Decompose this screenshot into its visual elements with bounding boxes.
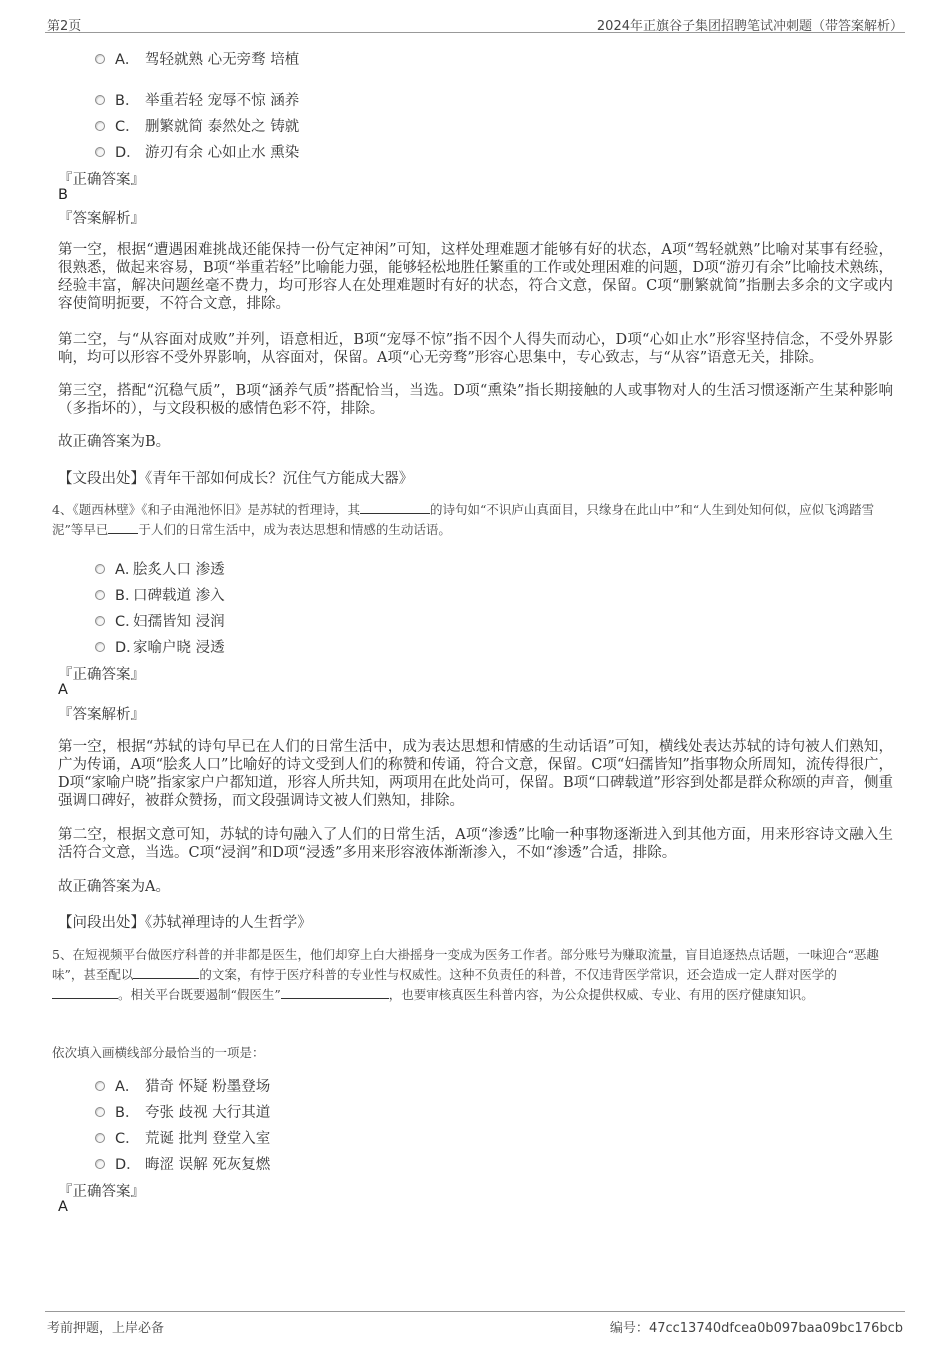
q3-answer: B: [58, 187, 68, 203]
option-letter: D．: [115, 145, 141, 161]
q4-answer: A: [58, 682, 68, 698]
correct-answer-label: 『正确答案』: [58, 667, 145, 683]
blank-line: [360, 500, 430, 514]
correct-answer-label: 『正确答案』: [58, 1184, 145, 1200]
footer-slogan: 考前押题，上岸必备: [47, 1321, 165, 1336]
option-text: 口碑载道 渗入: [133, 588, 225, 604]
radio-icon[interactable]: [95, 95, 105, 105]
option-text: 夸张 歧视 大行其道: [145, 1105, 271, 1121]
option-text: 家喻户晓 浸透: [133, 640, 225, 656]
blank-line: [281, 985, 389, 999]
document-title: 2024年正旗谷子集团招聘笔试冲刺题（带答案解析）: [596, 19, 903, 34]
q3-source: 【文段出处】《青年干部如何成长？沉住气方能成大器》: [58, 471, 414, 487]
option-letter: D．: [115, 1157, 141, 1173]
radio-icon[interactable]: [95, 564, 105, 574]
question-text-part: 。相关平台既要遏制“假医生”: [118, 987, 281, 1002]
page-number: 第2页: [47, 19, 82, 34]
question-text-part: 《题西林壁》《和子由渑池怀旧》是苏轼的哲理诗，其: [72, 502, 360, 517]
q5-question-text: [52, 945, 894, 1005]
option-letter: B．: [115, 588, 140, 604]
option-text: 猎奇 怀疑 粉墨登场: [145, 1079, 271, 1095]
radio-icon[interactable]: [95, 1159, 105, 1169]
q3-analysis-paragraph-1: 第一空，根据“遭遇困难挑战还能保持一份气定神闲”可知，这样处理难题才能够有好的状态，A项“驾轻就熟”比喻对某事有经验，很熟悉，做起来容易，B项“举重若轻”比喻能力强，能够轻松地胜任繁重的工作或处理困难的问题，D项“游刃有余”比喻技术熟练，经验丰富，解决问题丝毫不费力，均可形容人在处理难题时有好的状态，符合文意，保留。C项“删繁就简”指删去多余的文字或内容使简明扼要，不符合文意，排除。: [58, 242, 893, 312]
q3-analysis-conclusion: 故正确答案为B。: [58, 434, 171, 450]
q5-answer: A: [58, 1199, 68, 1215]
option-text: 举重若轻 宠辱不惊 涵养: [145, 93, 300, 109]
radio-icon[interactable]: [95, 616, 105, 626]
option-text: 游刃有余 心如止水 熏染: [145, 145, 300, 161]
option-text: 脍炙人口 渗透: [133, 562, 225, 578]
blank-line: [108, 520, 138, 534]
question-number: 4、: [52, 502, 73, 517]
blank-line: [52, 985, 118, 999]
analysis-label: 『答案解析』: [58, 211, 145, 227]
option-letter: A．: [115, 1079, 140, 1095]
option-letter: C．: [115, 614, 140, 630]
option-text: 晦涩 误解 死灰复燃: [145, 1157, 271, 1173]
blank-line: [133, 965, 199, 979]
q4-question-text: [52, 500, 894, 540]
q4-analysis-conclusion: 故正确答案为A。: [58, 879, 170, 895]
option-letter: C．: [115, 1131, 140, 1147]
option-letter: C．: [115, 119, 140, 135]
question-text-part: 在短视频平台做医疗科普的并非都是医生，他们却穿上白大褂摇身一变成为医务工作者。部分账号为赚取流量，盲目追逐热点话题，一味迎合“恶趣味”，甚至配以: [52, 947, 879, 982]
correct-answer-label: 『正确答案』: [58, 172, 145, 188]
code-value: 47cc13740dfcea0b097baa09bc176bcb: [648, 1321, 903, 1336]
question-number: 5、: [52, 947, 73, 962]
option-letter: B．: [115, 93, 140, 109]
q4-analysis-paragraph-1: 第一空，根据“苏轼的诗句早已在人们的日常生活中，成为表达思想和情感的生动话语”可知，横线处表达苏轼的诗句被人们熟知，广为传诵，A项“脍炙人口”比喻好的诗文受到人们的称赞和传诵，符合文意，保留。C项“妇孺皆知”指事物众所周知，流传得很广，D项“家喻户晓”指家家户户都知道，形容人所共知，两项用在此处尚可，保留。B项“口碑载道”形容到处都是群众称颂的声音，侧重强调口碑好，被群众赞扬，而文段强调诗文被人们熟知，排除。: [58, 739, 893, 809]
q4-source: 【问段出处】《苏轼禅理诗的人生哲学》: [58, 915, 312, 931]
option-letter: A．: [115, 52, 140, 68]
radio-icon[interactable]: [95, 54, 105, 64]
option-text: 驾轻就熟 心无旁骛 培植: [145, 52, 300, 68]
page-footer: [45, 1311, 905, 1336]
page-header: [45, 14, 905, 33]
radio-icon[interactable]: [95, 1081, 105, 1091]
question-text-part: 的文案，有悖于医疗科普的专业性与权威性。这种不负责任的科普，不仅违背医学常识，还会造成一定人群对医学的: [199, 967, 837, 982]
radio-icon[interactable]: [95, 121, 105, 131]
q5-prompt: 依次填入画横线部分最恰当的一项是：: [52, 1045, 265, 1060]
analysis-label: 『答案解析』: [58, 707, 145, 723]
radio-icon[interactable]: [95, 642, 105, 652]
option-letter: B．: [115, 1105, 140, 1121]
option-text: 删繁就简 泰然处之 铸就: [145, 119, 300, 135]
option-text: 妇孺皆知 浸润: [133, 614, 225, 630]
radio-icon[interactable]: [95, 1107, 105, 1117]
question-text-part: 的诗句如“不识庐山真面目，只缘身在此山中”和“人生到处知何似，应似飞鸿踏雪泥”等早已: [52, 502, 875, 537]
option-text: 荒诞 批判 登堂入室: [145, 1131, 271, 1147]
question-text-part: ，也要审核真医生科普内容，为公众提供权威、专业、有用的医疗健康知识。: [388, 987, 814, 1002]
radio-icon[interactable]: [95, 1133, 105, 1143]
radio-icon[interactable]: [95, 147, 105, 157]
q3-analysis-paragraph-3: 第三空，搭配“沉稳气质”，B项“涵养气质”搭配恰当，当选。D项“熏染”指长期接触的人或事物对人的生活习惯逐渐产生某种影响（多指坏的），与文段积极的感情色彩不符，排除。: [58, 383, 893, 417]
option-letter: D．: [115, 640, 141, 656]
q4-analysis-paragraph-2: 第二空，根据文意可知，苏轼的诗句融入了人们的日常生活，A项“渗透”比喻一种事物逐渐进入到其他方面，用来形容诗文融入生活符合文意，当选。C项“浸润”和D项“浸透”多用来形容液体渐渐渗入，不如“渗透”合适，排除。: [58, 827, 893, 861]
document-code: [610, 1317, 903, 1336]
question-text-part: 于人们的日常生活中，成为表达思想和情感的生动话语。: [138, 522, 451, 537]
radio-icon[interactable]: [95, 590, 105, 600]
code-label: 编号：: [609, 1321, 649, 1336]
option-letter: A．: [115, 562, 140, 578]
q3-analysis-paragraph-2: 第二空，与“从容面对成败”并列，语意相近，B项“宠辱不惊”指不因个人得失而动心，D项“心如止水”形容坚持信念，不受外界影响，均可以形容不受外界影响，从容面对，保留。A项“心无旁骛”形容心思集中，专心致志，与“从容”语意无关，排除。: [58, 332, 893, 366]
